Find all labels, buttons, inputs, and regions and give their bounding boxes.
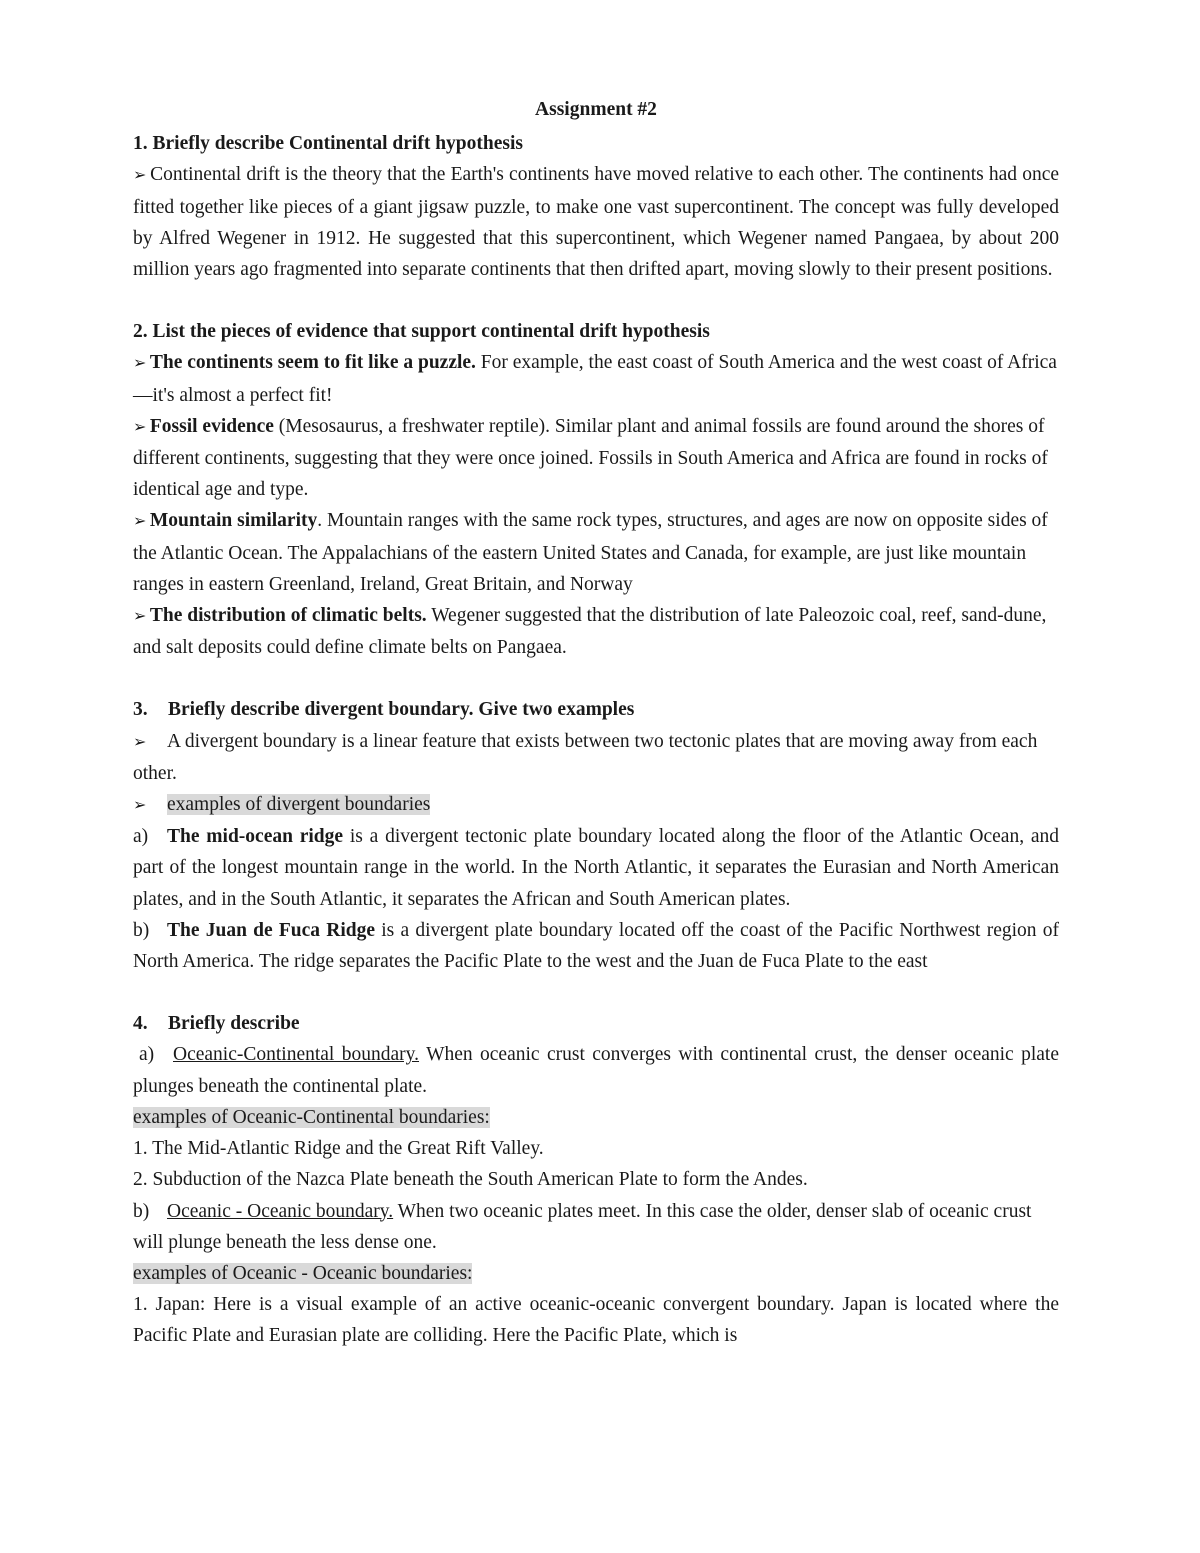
arrow-bullet-icon: ➢ xyxy=(133,167,147,185)
q2-evidence-4-title: The distribution of climatic belts. xyxy=(149,605,427,627)
q3-definition xyxy=(133,726,1059,789)
q4-part-a-example-2: 2. Subduction of the Nazca Plate beneath the South American Plate to form the Andes. xyxy=(133,1169,808,1191)
q1-answer xyxy=(133,159,1059,285)
q2-evidence-4-text: Wegener suggested that the distribution of late Paleozoic coal, reef, sand-dune, and salt deposits could define climate belts on Pangaea. xyxy=(133,605,1047,659)
q2-evidence-3-text: . Mountain ranges with the same rock types, structures, and ages are now on opposite sides of the Atlantic Ocean. The Appalachians of the eastern United States and Canada, for example, are just like mountain ranges in eastern Greenland, Ireland, Great Britain, and Norway xyxy=(133,510,1048,595)
arrow-bullet-icon: ➢ xyxy=(133,733,147,751)
q4-part-b-text: When two oceanic plates meet. In this case the older, denser slab of oceanic crust will plunge beneath the less dense one. xyxy=(133,1200,1032,1253)
q4-heading-text: Briefly describe xyxy=(168,1013,300,1035)
q3-heading xyxy=(133,694,1059,725)
q4-part-a-examples-heading: examples of Oceanic-Continental boundaries: xyxy=(133,1106,490,1128)
q4-part-a-label: a) xyxy=(139,1044,155,1066)
q4-part-a xyxy=(133,1039,1059,1101)
q2-evidence-3 xyxy=(133,505,1059,600)
q3-example-b-text: is a divergent plate boundary located off the coast of the Pacific Northwest region of North America. The ridge separates the Pacific Plate to the west and the Juan de Fuca Plate to the east xyxy=(133,919,1059,973)
q4-part-a-term: Oceanic-Continental boundary. xyxy=(173,1044,420,1066)
q1-answer-text: Continental drift is the theory that the Earth's continents have moved relative to each other. The continents had once fitted together like pieces of a giant jigsaw puzzle, to make one vast supercontinent. The concept was fully developed by Alfred Wegener in 1912. He suggested that this supercontinent, which Wegener named Pangaea, by about 200 million years ago fragmented into separate continents that then drifted apart, moving slowly to their present positions. xyxy=(133,164,1059,281)
q2-evidence-2 xyxy=(133,411,1059,506)
q3-number: 3. xyxy=(133,699,148,721)
q3-example-a-title: The mid-ocean ridge xyxy=(167,826,344,848)
q3-example-b-title: The Juan de Fuca Ridge xyxy=(167,919,376,941)
q2-heading: 2. List the pieces of evidence that support continental drift hypothesis xyxy=(133,321,710,343)
arrow-bullet-icon: ➢ xyxy=(133,797,147,815)
q4-part-b-examples-label xyxy=(133,1258,1059,1289)
q3-example-a-text: is a divergent tectonic plate boundary located along the floor of the Atlantic Ocean, and part of the longest mountain range in the world. In the North Atlantic, it separates the Eurasian and North American plates, and in the South Atlantic, it separates the African and South American plates. xyxy=(133,826,1060,910)
arrow-bullet-icon: ➢ xyxy=(133,355,147,373)
q4-part-b-example-1: 1. Japan: Here is a visual example of an active oceanic-oceanic convergent boundary. Japan is located where the Pacific Plate and Eurasian plate are colliding. Here the Pacific Plate, which is xyxy=(133,1294,1059,1347)
q3-example-b-label: b) xyxy=(133,919,150,941)
q2-evidence-2-title: Fossil evidence xyxy=(149,415,274,437)
q3-example-a xyxy=(133,821,1059,915)
q2-evidence-1-text: For example, the east coast of South America and the west coast of Africa—it's almost a perfect fit! xyxy=(133,352,1057,406)
q4-part-b-term: Oceanic - Oceanic boundary. xyxy=(167,1200,394,1222)
q4-part-a-example-1: 1. The Mid-Atlantic Ridge and the Great Rift Valley. xyxy=(133,1138,544,1160)
q3-example-a-label: a) xyxy=(133,826,149,848)
q3-heading-text: Briefly describe divergent boundary. Give two examples xyxy=(168,699,635,721)
q2-evidence-1 xyxy=(133,347,1059,410)
arrow-bullet-icon: ➢ xyxy=(133,418,147,436)
q4-part-b-examples-heading: examples of Oceanic - Oceanic boundaries: xyxy=(133,1262,473,1284)
q4-part-b xyxy=(133,1196,1059,1258)
arrow-bullet-icon: ➢ xyxy=(133,513,147,531)
document-body xyxy=(133,94,1059,1352)
page-title: Assignment #2 xyxy=(535,99,657,120)
q2-evidence-4 xyxy=(133,600,1059,663)
q2-evidence-3-title: Mountain similarity xyxy=(149,510,318,532)
q4-part-a-text: When oceanic crust converges with continental crust, the denser oceanic plate plunges beneath the continental plate. xyxy=(133,1044,1060,1097)
q3-example-b xyxy=(133,915,1059,977)
q1-heading: 1. Briefly describe Continental drift hypothesis xyxy=(133,133,523,155)
q4-heading xyxy=(133,1008,1059,1039)
q3-definition-text: A divergent boundary is a linear feature that exists between two tectonic plates that are moving away from each other. xyxy=(133,730,1038,784)
q3-examples-heading: examples of divergent boundaries xyxy=(167,794,431,816)
q3-examples-label xyxy=(133,789,1059,821)
q4-number: 4. xyxy=(133,1013,148,1035)
q4-part-b-label: b) xyxy=(133,1200,150,1222)
q2-evidence-1-title: The continents seem to fit like a puzzle. xyxy=(149,352,476,374)
arrow-bullet-icon: ➢ xyxy=(133,608,147,626)
q4-part-a-examples-label xyxy=(133,1102,1059,1133)
q2-evidence-2-text: (Mesosaurus, a freshwater reptile). Similar plant and animal fossils are found around the shores of different continents, suggesting that they were once joined. Fossils in South America and Africa are found in rocks of identical age and type. xyxy=(133,415,1048,501)
